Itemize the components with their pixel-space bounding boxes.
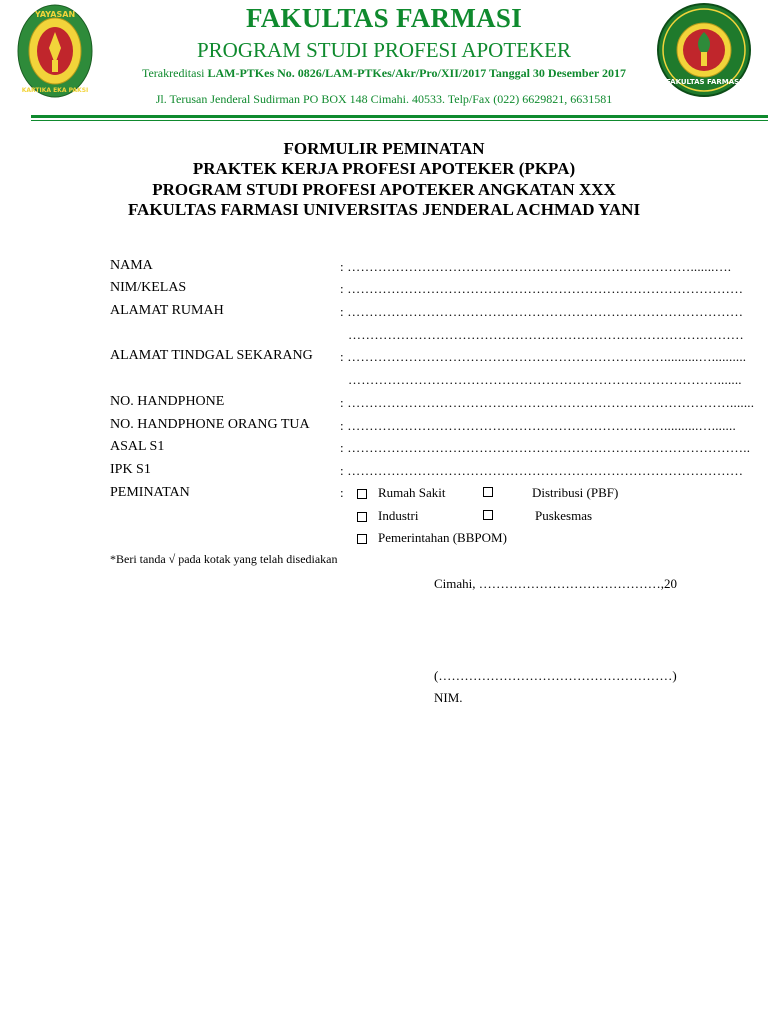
checkbox-pemerintahan[interactable] xyxy=(357,534,367,544)
accreditation-prefix: Terakreditasi xyxy=(141,66,205,80)
accreditation-line xyxy=(0,66,768,81)
checkbox-rumah-sakit[interactable] xyxy=(357,489,367,499)
signature-name-field[interactable]: (………………………………………………) xyxy=(434,668,677,683)
no-handphone-ortu-field[interactable]: : ………………………………………………………………..........…....... xyxy=(340,418,736,433)
address-line: Jl. Terusan Jenderal Sudirman PO BOX 148 Cimahi. 40533. Telp/Fax (022) 6629821, 6631581 xyxy=(155,92,613,106)
form-title-2: PRAKTEK KERJA PROFESI APOTEKER (PKPA) xyxy=(192,159,576,178)
checkbox-industri[interactable] xyxy=(357,512,367,522)
option-distribusi: Distribusi (PBF) xyxy=(532,485,619,500)
alamat-rumah-field[interactable]: : ……………………………………………………………………………… xyxy=(340,304,744,319)
program-subtitle: PROGRAM STUDI PROFESI APOTEKER xyxy=(197,38,571,62)
alamat-tinggal-field-2[interactable]: …………………………………………………………………………....... xyxy=(348,372,742,387)
option-pemerintahan: Pemerintahan (BBPOM) xyxy=(378,530,507,545)
checkbox-distribusi[interactable] xyxy=(483,487,493,497)
alamat-rumah-field-2[interactable]: ……………………………………………………………………………… xyxy=(348,327,744,342)
instruction-note: *Beri tanda √ pada kotak yang telah disediakan xyxy=(110,552,338,566)
nim-kelas-field[interactable]: : ……………………………………………………………………………… xyxy=(340,281,744,296)
nim-signature-label: NIM. xyxy=(434,690,463,705)
checkbox-puskesmas[interactable] xyxy=(483,510,493,520)
asal-s1-label: ASAL S1 xyxy=(110,439,165,454)
peminatan-label: PEMINATAN xyxy=(110,485,190,500)
alamat-tinggal-field[interactable]: : ………………………………………………………………..........….......... xyxy=(340,349,747,364)
nim-kelas-label: NIM/KELAS xyxy=(110,280,187,295)
ipk-s1-label: IPK S1 xyxy=(110,462,151,477)
faculty-title: FAKULTAS FARMASI xyxy=(245,3,523,33)
alamat-tinggal-label: ALAMAT TINDGAL SEKARANG xyxy=(110,348,313,363)
header-divider-thin xyxy=(31,120,768,121)
svg-text:YAYASAN: YAYASAN xyxy=(34,10,76,19)
peminatan-colon: : xyxy=(340,485,344,500)
svg-text:KARTIKA EKA PAKSI: KARTIKA EKA PAKSI xyxy=(21,87,89,94)
place-date-field[interactable]: Cimahi, ……………………………………,20 xyxy=(434,576,678,591)
svg-text:FAKULTAS FARMASI: FAKULTAS FARMASI xyxy=(666,78,742,86)
form-title-4: FAKULTAS FARMASI UNIVERSITAS JENDERAL ACHMAD YANI xyxy=(127,200,641,219)
accreditation-number: LAM-PTKes No. 0826/LAM-PTKes/Akr/Pro/XII/2017 Tanggal 30 Desember 2017 xyxy=(207,66,626,80)
nama-field[interactable]: : …………………………………………………………………….......…. xyxy=(340,259,732,274)
ipk-s1-field[interactable]: : ……………………………………………………………………………… xyxy=(340,463,744,478)
no-handphone-field[interactable]: : ……………………………………………………………………………....... xyxy=(340,395,755,410)
alamat-rumah-label: ALAMAT RUMAH xyxy=(110,303,224,318)
form-title-3: PROGRAM STUDI PROFESI APOTEKER ANGKATAN XXX xyxy=(152,180,616,199)
option-puskesmas: Puskesmas xyxy=(535,508,593,523)
no-handphone-ortu-label: NO. HANDPHONE ORANG TUA xyxy=(110,417,310,432)
form-title-1: FORMULIR PEMINATAN xyxy=(283,139,485,158)
option-industri: Industri xyxy=(378,508,419,523)
option-rumah-sakit: Rumah Sakit xyxy=(378,485,446,500)
no-handphone-label: NO. HANDPHONE xyxy=(110,394,225,409)
header-divider xyxy=(31,115,768,118)
nama-label: NAMA xyxy=(110,258,153,273)
asal-s1-field[interactable]: : ……………………………………………………………………………….. xyxy=(340,440,751,455)
